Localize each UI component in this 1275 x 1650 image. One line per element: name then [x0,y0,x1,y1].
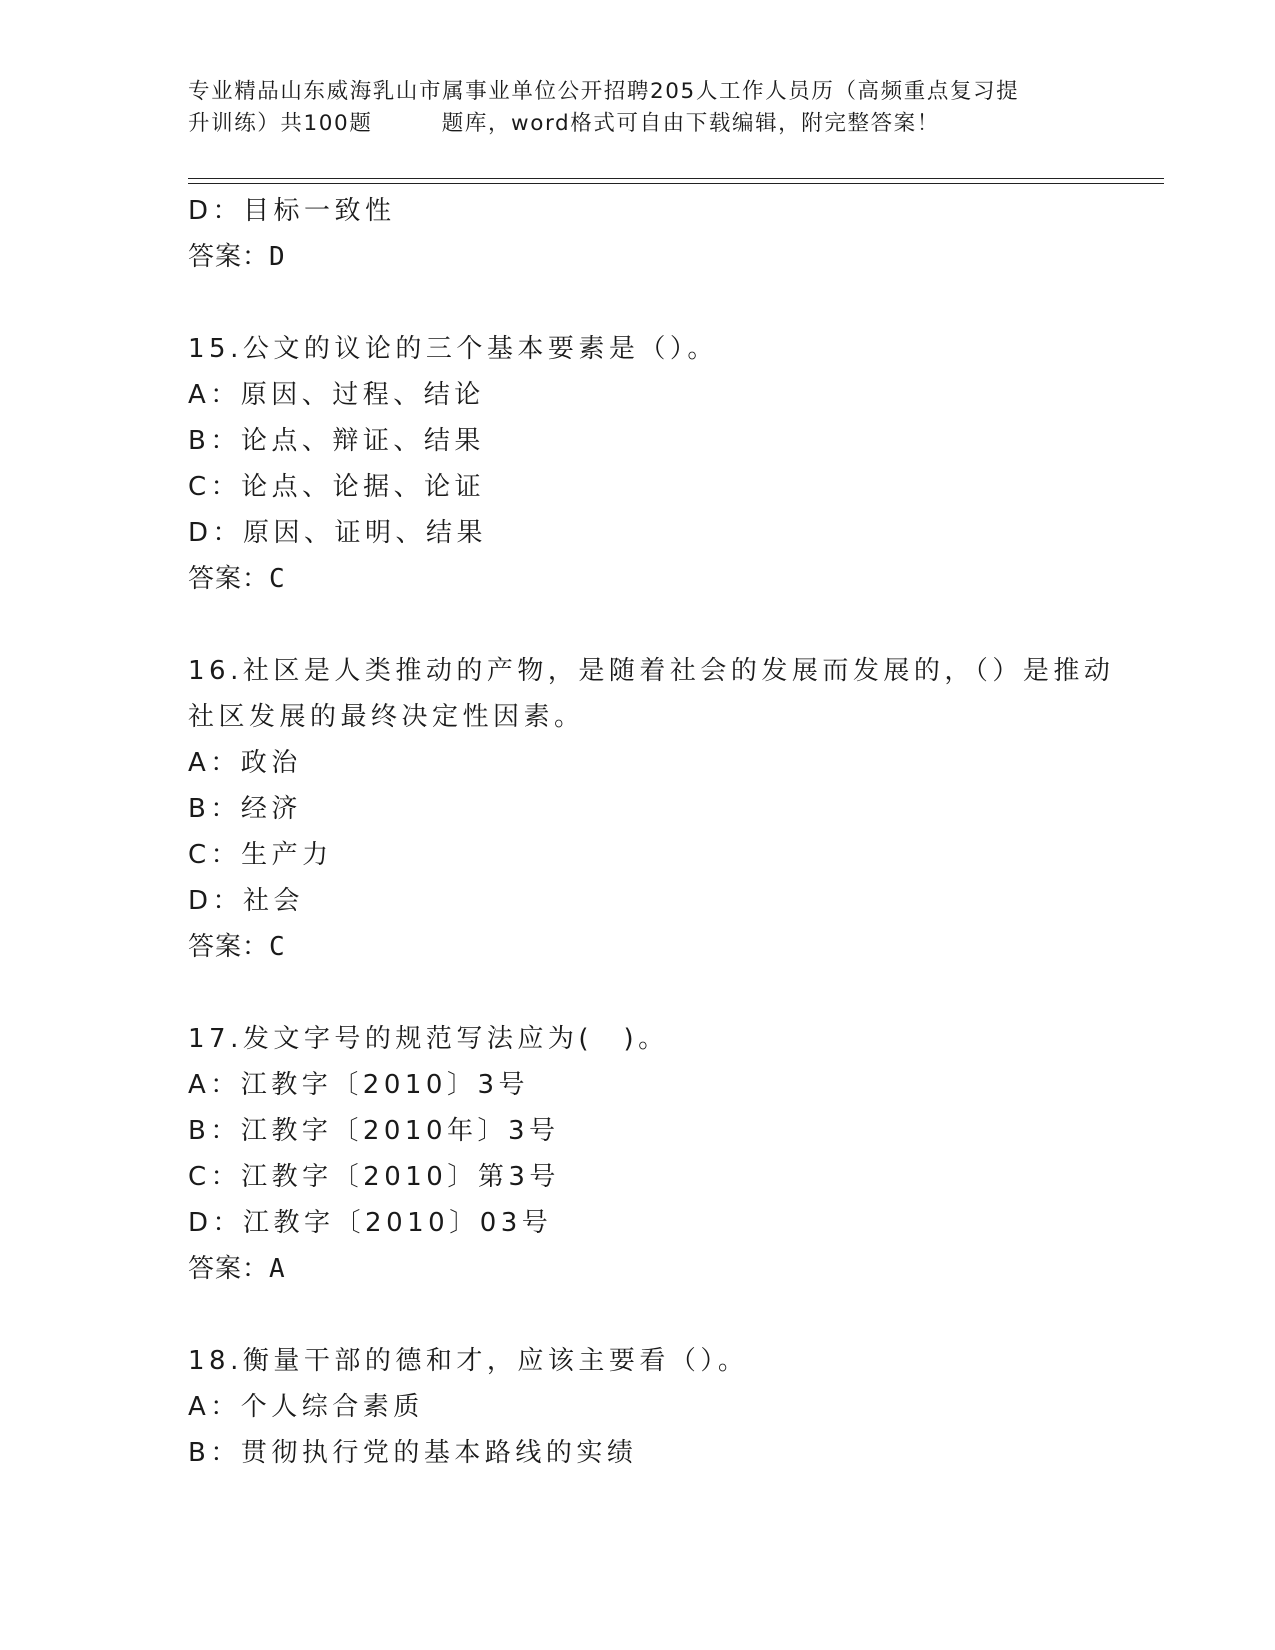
option-d: D：目标一致性 [188,196,396,226]
option-b: B：贯彻执行党的基本路线的实绩 [188,1438,638,1468]
header-rule-bottom [188,183,1164,184]
question-stem: 17.发文字号的规范写法应为( )。 [188,1024,669,1054]
option-a: A：个人综合素质 [188,1392,424,1422]
option-d: D：原因、证明、结果 [188,518,488,548]
option-d: D：社会 [188,886,305,916]
header-line-1: 专业精品山东威海乳山市属事业单位公开招聘205人工作人员历（高频重点复习提 [188,79,1020,104]
option-c: C：生产力 [188,840,333,870]
question-stem: 16.社区是人类推动的产物，是随着社会的发展而发展的，（）是推动 [188,656,1115,686]
spacer [188,970,1164,1016]
question-18 [188,1338,1164,1476]
option-a: A：原因、过程、结论 [188,380,485,410]
option-b: B：经济 [188,794,302,824]
question-16 [188,648,1164,970]
question-15 [188,326,1164,602]
spacer [188,602,1164,648]
spacer [188,1292,1164,1338]
answer-line: 答案：D [188,242,286,272]
answer-line: 答案：A [188,1254,286,1284]
question-stem: 18.衡量干部的德和才，应该主要看（）。 [188,1346,749,1376]
option-a: A：江教字〔2010〕3号 [188,1070,529,1100]
answer-line: 答案：C [188,932,286,962]
answer-line: 答案：C [188,564,286,594]
header-line-2: 升训练）共100题 题库，word格式可自由下载编辑，附完整答案！ [188,111,940,136]
previous-question-tail [188,188,1164,280]
question-stem-continued: 社区发展的最终决定性因素。 [188,702,585,732]
spacer [188,280,1164,326]
option-b: B：论点、辩证、结果 [188,426,485,456]
option-b: B：江教字〔2010年〕3号 [188,1116,560,1146]
question-list [188,188,1164,1476]
option-c: C：江教字〔2010〕第3号 [188,1162,560,1192]
question-17 [188,1016,1164,1292]
option-a: A：政治 [188,748,302,778]
question-stem: 15.公文的议论的三个基本要素是（）。 [188,334,718,364]
header-rule-top [188,178,1164,179]
option-c: C：论点、论据、论证 [188,472,486,502]
option-d: D：江教字〔2010〕03号 [188,1208,553,1238]
document-header [188,76,1088,140]
